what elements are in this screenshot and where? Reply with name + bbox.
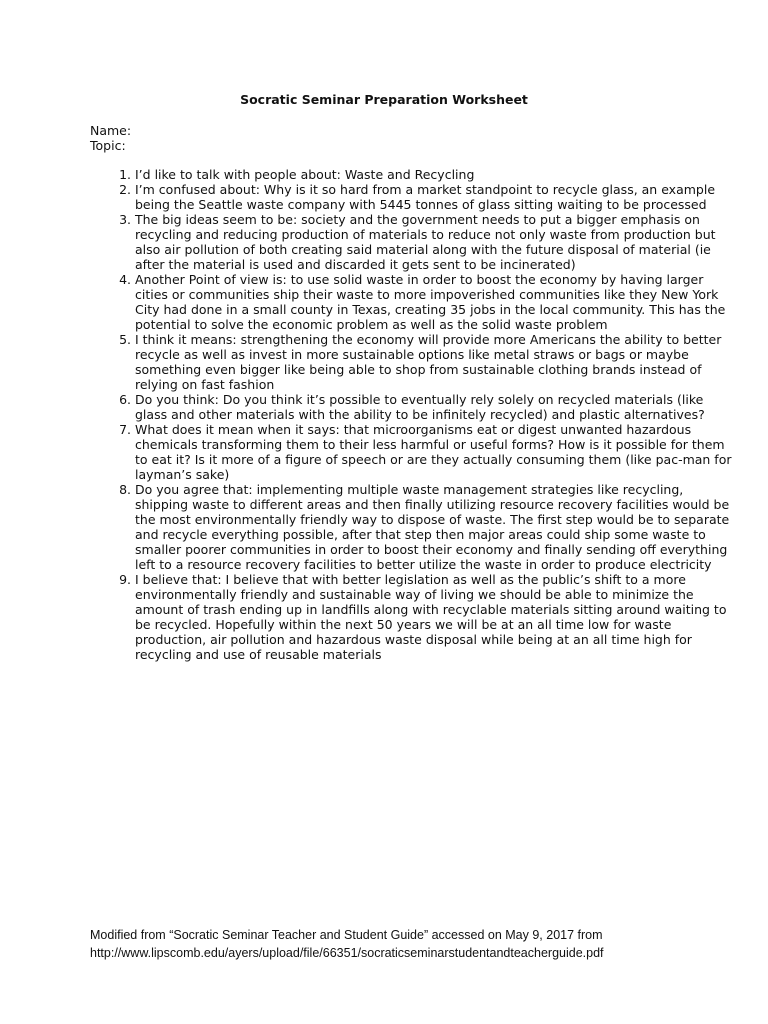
- list-item-3: 3. The big ideas seem to be: society and the government needs to put a bigger emphasis on recycling and reducing production of materials to reduce not only waste from production but also air pollution of both creating said material along with the future disposal of material (ie after the material is used and discarded it gets sent to be incinerated): [135, 212, 735, 272]
- list-item-9: 9. I believe that: I believe that with better legislation as well as the public’s shift to a more environmentally friendly and sustainable way of living we should be able to minimize the amount of trash ending up in landfills along with recyclable materials sitting around waiting to be recycled. Hopefully within the next 50 years we will be at an all time low for waste production, air pollution and hazardous waste disposal while being at an all time high for recycling and use of reusable materials: [135, 572, 735, 662]
- topic-label: Topic:: [90, 138, 126, 153]
- list-item-5: 5. I think it means: strengthening the economy will provide more Americans the ability to better recycle as well as invest in more sustainable options like metal straws or bags or maybe something even bigger like being able to shop from sustainable clothing brands instead of relying on fast fashion: [135, 332, 735, 392]
- footer-citation: Modified from “Socratic Seminar Teacher and Student Guide” accessed on May 9, 2017 from: [90, 928, 603, 942]
- footer-url: http://www.lipscomb.edu/ayers/upload/file/66351/socraticseminarstudentandteacherguide.pdf: [90, 946, 604, 960]
- question-list: [90, 167, 735, 662]
- name-label: Name:: [90, 123, 132, 138]
- list-item-1: 1. I’d like to talk with people about: Waste and Recycling: [135, 167, 735, 182]
- list-item-4: 4. Another Point of view is: to use solid waste in order to boost the economy by having larger cities or communities ship their waste to more impoverished communities like they New York City had done in a small county in Texas, creating 35 jobs in the local community. This has the potential to solve the economic problem as well as the solid waste problem: [135, 272, 735, 332]
- source-footer: [90, 926, 730, 962]
- list-item-8: 8. Do you agree that: implementing multiple waste management strategies like recycling, shipping waste to different areas and then finally utilizing resource recovery facilities would be the most environmentally friendly way to dispose of waste. The first step would be to separate and recycle everything possible, after that step then major areas could ship some waste to smaller poorer communities in order to boost their economy and finally sending off everything left to a resource recovery facilities to better utilize the waste in order to produce electricity: [135, 482, 735, 572]
- list-item-2: 2. I’m confused about: Why is it so hard from a market standpoint to recycle glass, an example being the Seattle waste company with 5445 tonnes of glass sitting waiting to be processed: [135, 182, 735, 212]
- page-title: Socratic Seminar Preparation Worksheet: [240, 92, 528, 107]
- list-item-7: 7. What does it mean when it says: that microorganisms eat or digest unwanted hazardous chemicals transforming them to their less harmful or useful forms? How is it possible for them to eat it? Is it more of a figure of speech or are they actually consuming them (like pac-man for layman’s sake): [135, 422, 735, 482]
- list-item-6: 6. Do you think: Do you think it’s possible to eventually rely solely on recycled materials (like glass and other materials with the ability to be infinitely recycled) and plastic alternatives?: [135, 392, 735, 422]
